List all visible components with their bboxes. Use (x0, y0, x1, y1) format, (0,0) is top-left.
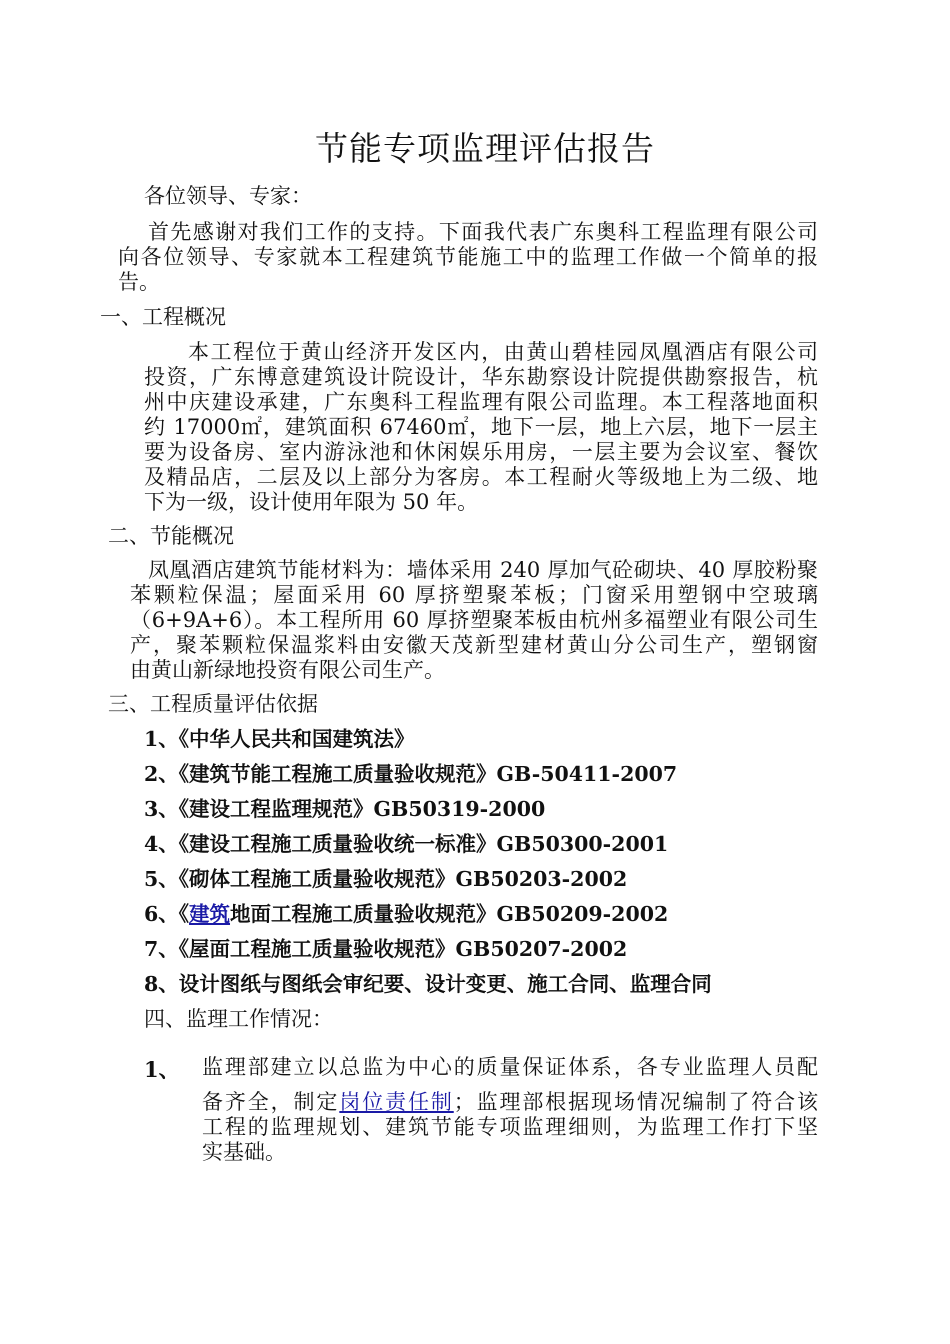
section-2-line: 苯颗粒保温；屋面采用 60 厚挤塑聚苯板；门窗采用塑钢中空玻璃 (130, 583, 818, 607)
reference-item-6-prefix: 6、《 (144, 902, 190, 926)
section-1-line: 州中庆建设承建，广东奥科工程监理有限公司监理。本工程落地面积 (144, 390, 818, 414)
section-1-line: 本工程位于黄山经济开发区内，由黄山碧桂园凤凰酒店有限公司 (188, 340, 818, 364)
reference-item-2: 2、《建筑节能工程施工质量验收规范》GB-50411-2007 (144, 762, 678, 786)
section-2-line: 产，聚苯颗粒保温浆料由安徽天茂新型建材黄山分公司生产，塑钢窗 (130, 633, 818, 657)
section-4-text: ；监理部根据现场情况编制了符合该 (453, 1090, 819, 1114)
greeting: 各位领导、专家： (144, 184, 312, 208)
section-2-heading: 二、节能概况 (108, 524, 234, 548)
reference-item-6-link[interactable]: 建筑 (189, 902, 231, 926)
section-4-item-line (202, 1090, 818, 1115)
section-4-item-line: 监理部建立以总监为中心的质量保证体系，各专业监理人员配 (202, 1055, 818, 1079)
reference-item-3: 3、《建设工程监理规范》GB50319-2000 (144, 797, 546, 821)
reference-item-7: 7、《屋面工程施工质量验收规范》GB50207-2002 (144, 937, 628, 961)
section-1-heading: 一、工程概况 (100, 305, 226, 329)
section-4-item-line: 工程的监理规划、建筑节能专项监理细则，为监理工作打下坚 (202, 1115, 818, 1139)
section-3-heading: 三、工程质量评估依据 (108, 692, 318, 716)
reference-item-8: 8、设计图纸与图纸会审纪要、设计变更、施工合同、监理合同 (144, 972, 712, 996)
section-4-heading: 四、监理工作情况： (144, 1007, 333, 1031)
section-4-item-number: 1、 (144, 1057, 180, 1082)
responsibility-system-link[interactable]: 岗位责任制 (339, 1090, 454, 1114)
section-4-text: 备齐全，制定 (202, 1090, 340, 1114)
reference-item-1: 1、《中华人民共和国建筑法》 (144, 727, 415, 751)
page-title: 节能专项监理评估报告 (315, 129, 655, 168)
reference-item-6-rest: 地面工程施工质量验收规范》GB50209-2002 (230, 902, 669, 926)
section-1-line: 要为设备房、室内游泳池和休闲娱乐用房，一层主要为会议室、餐饮 (144, 440, 818, 464)
section-1-line: 下为一级，设计使用年限为 50 年。 (144, 490, 479, 514)
section-1-line: 投资，广东博意建筑设计院设计，华东勘察设计院提供勘察报告，杭 (144, 365, 818, 389)
intro-line-3: 告。 (118, 270, 160, 294)
reference-item-4: 4、《建设工程施工质量验收统一标准》GB50300-2001 (144, 832, 669, 856)
intro-line-1: 首先感谢对我们工作的支持。下面我代表广东奥科工程监理有限公司 (148, 220, 818, 244)
section-2-line: 由黄山新绿地投资有限公司生产。 (130, 658, 445, 682)
section-4-item-line: 实基础。 (202, 1140, 286, 1164)
section-2-line: 凤凰酒店建筑节能材料为：墙体采用 240 厚加气砼砌块、40 厚胶粉聚 (148, 558, 818, 582)
section-1-line: 约 17000㎡，建筑面积 67460㎡，地下一层，地上六层，地下一层主 (144, 415, 818, 439)
reference-item-6 (144, 902, 668, 927)
section-1-line: 及精品店，二层及以上部分为客房。本工程耐火等级地上为二级、地 (144, 465, 818, 489)
reference-item-5: 5、《砌体工程施工质量验收规范》GB50203-2002 (144, 867, 628, 891)
section-2-line: （6+9A+6）。本工程所用 60 厚挤塑聚苯板由杭州多福塑业有限公司生 (130, 608, 818, 632)
intro-line-2: 向各位领导、专家就本工程建筑节能施工中的监理工作做一个简单的报 (118, 245, 818, 269)
